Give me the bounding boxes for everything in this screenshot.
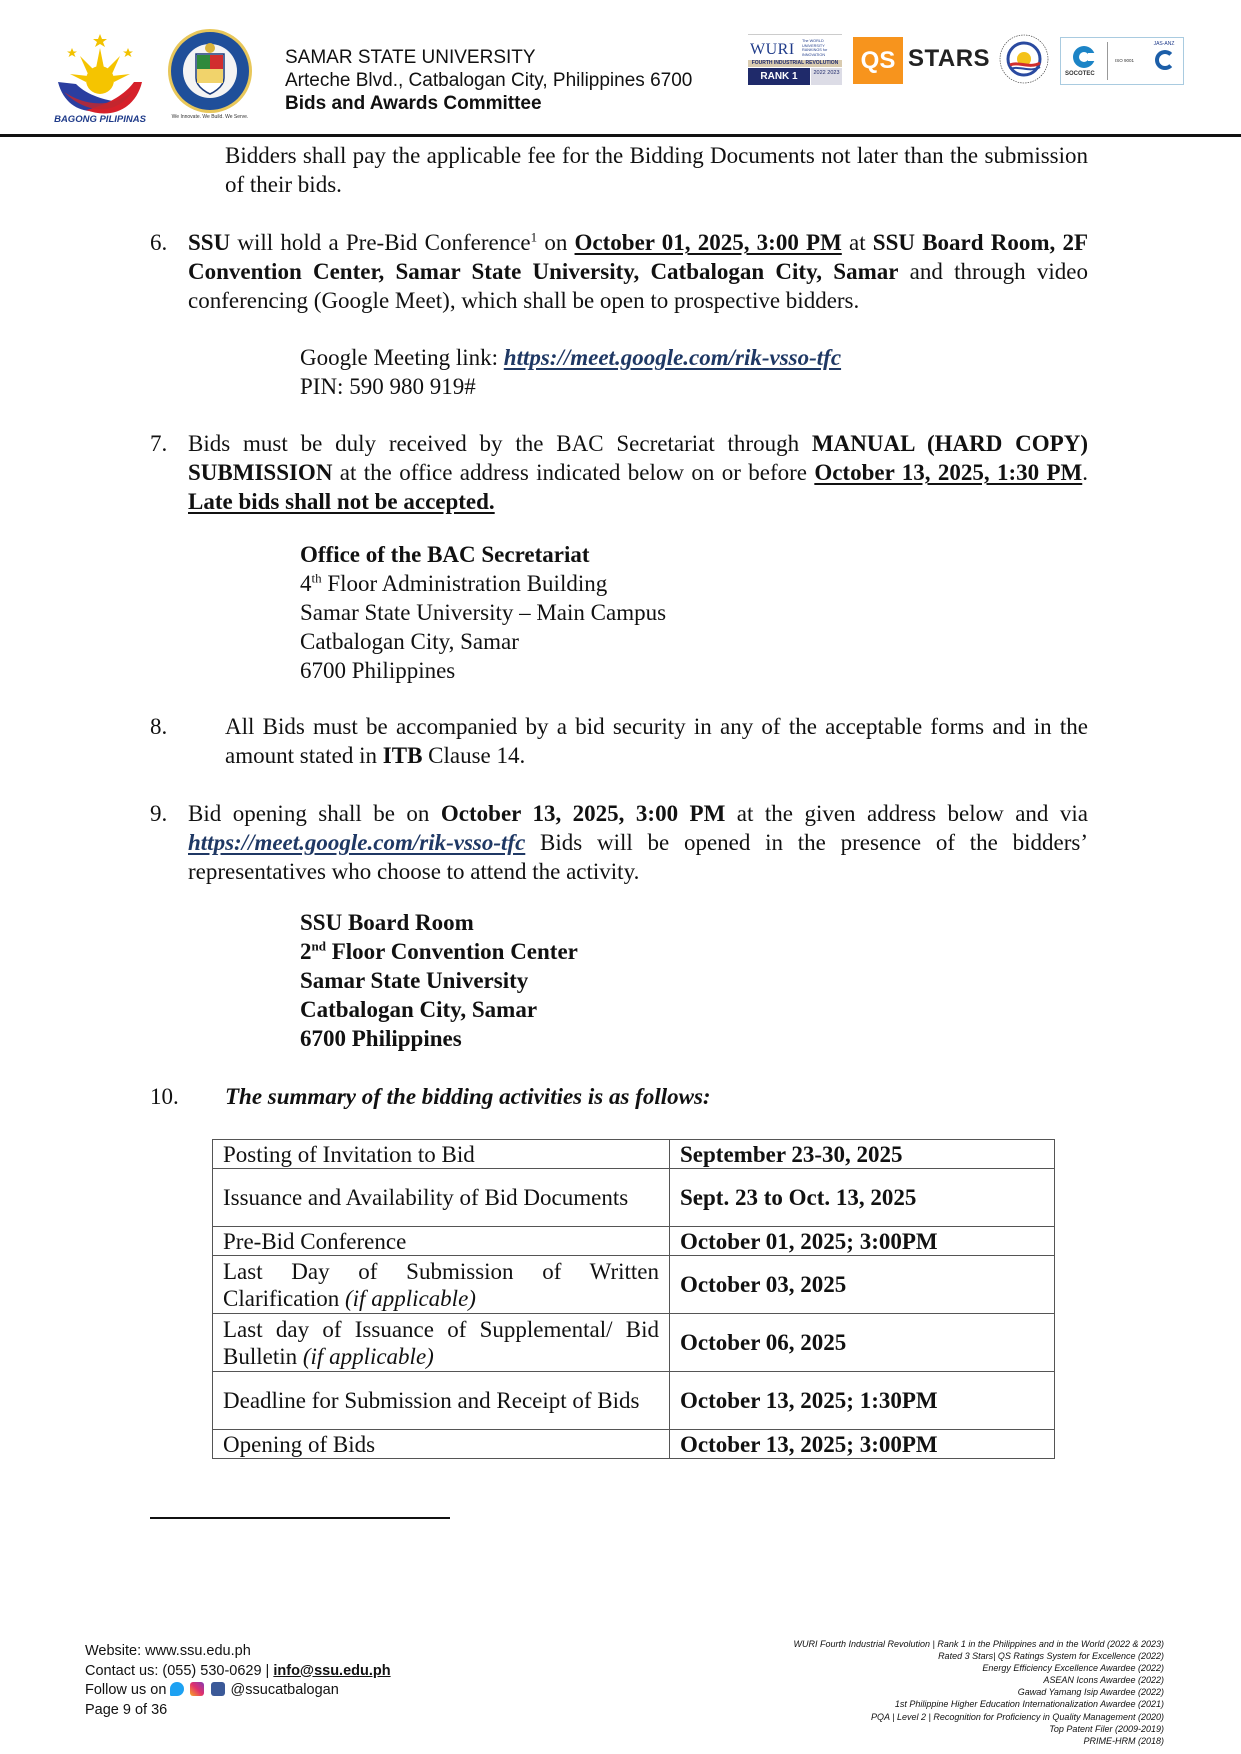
meet-link-label: Google Meeting link: [300,345,504,370]
footnote-ref: 1 [530,229,538,245]
item-10-heading: The summary of the bidding activities is as follows: [225,1084,711,1109]
date-cell: October 01, 2025; 3:00PM [670,1227,1055,1256]
award-item: Rated 3 Stars| QS Ratings System for Excellence (2022) [938,1651,1164,1662]
meet-pin: PIN: 590 980 919# [300,374,476,399]
wuri-band: FOURTH INDUSTRIAL REVOLUTION [748,60,842,67]
footer-contact [85,1642,391,1720]
footer-email-link[interactable]: info@ssu.edu.ph [273,1662,391,1679]
item-7-number: 7. [150,431,168,456]
table-row [213,1140,1055,1169]
table-row [213,1256,1055,1314]
activity-cell: Deadline for Submission and Receipt of Bids [213,1372,670,1430]
header-divider [0,134,1241,137]
instagram-icon[interactable] [190,1682,204,1696]
jas-anz-icon [1155,50,1175,70]
org-name: SAMAR STATE UNIVERSITY [285,47,536,68]
wuri-rank: RANK 1 [748,68,810,85]
activity-cell: Pre-Bid Conference [213,1227,670,1256]
item-10-number: 10. [150,1084,179,1109]
item-9-paragraph: Bid opening shall be on October 13, 2025, 3:00 PM at the given address below and via https://meet.google.com/rik-vsso-tfc Bids will be opened in the presence of the bidders’ representatives who choose to attend the activity. [188,801,1088,884]
award-item: ASEAN Icons Awardee (2022) [1043,1675,1164,1686]
activity-cell: Last day of Issuance of Supplemental/ Bid Bulletin (if applicable) [213,1314,670,1372]
date-cell: October 13, 2025; 3:00PM [670,1430,1055,1459]
item-9-number: 9. [150,801,168,826]
table-row [213,1169,1055,1227]
award-item: Energy Efficiency Excellence Awardee (2022) [982,1663,1164,1674]
table-row [213,1372,1055,1430]
footer-contact-label: Contact us: (055) 530-0629 | [85,1662,274,1679]
table-row [213,1227,1055,1256]
bid-opening-venue: SSU Board Room 2nd Floor Convention Center Samar State University Catbalogan City, Samar 6700 Philippines [300,910,578,1051]
intro-paragraph: Bidders shall pay the applicable fee for the Bidding Documents not later than the submission of their bids. [225,143,1088,197]
award-item: PRIME-HRM (2018) [1083,1735,1164,1746]
iso-label: ISO 9001 [1107,42,1141,80]
activity-cell: Opening of Bids [213,1430,670,1459]
bagong-pilipinas-caption: BAGONG PILIPINAS [54,114,146,125]
ssu-tagline: We Innovate. We Build. We Serve. [171,114,249,120]
bidding-schedule-table [212,1139,1055,1459]
footer-website: Website: www.ssu.edu.ph [85,1643,251,1659]
date-cell: September 23-30, 2025 [670,1140,1055,1169]
wuri-title: WURI [750,41,795,58]
item-6-number: 6. [150,230,168,255]
date-cell: October 13, 2025; 1:30PM [670,1372,1055,1430]
award-item: Gawad Yamang Isip Awardee (2022) [1017,1687,1164,1698]
date-cell: October 03, 2025 [670,1256,1055,1314]
submission-deadline: October 13, 2025, 1:30 PM [814,460,1083,485]
prebid-date: October 01, 2025, 3:00 PM [574,230,842,255]
award-item: Top Patent Filer (2009-2019) [1049,1723,1164,1734]
wuri-subtitle: The WORLD UNIVERSITY RANKINGS for INNOVATION [802,39,828,57]
item-8-paragraph: All Bids must be accompanied by a bid security in any of the acceptable forms and in the amount stated in ITB Clause 14. [225,714,1088,768]
activity-cell: Posting of Invitation to Bid [213,1140,670,1169]
prebid-venue: SSU Board Room, 2F Convention Center, Samar State University, Catbalogan City, Samar [188,230,1088,284]
wuri-rank-badge [748,34,842,86]
ssu-abbrev: SSU [188,230,231,255]
meet-link[interactable]: https://meet.google.com/rik-vsso-tfc [503,345,842,370]
qs-logo: QS [853,37,903,84]
bid-opening-date: October 13, 2025, 3:00 PM [440,801,726,826]
award-item: WURI Fourth Industrial Revolution | Rank 1 in the Philippines and in the World (2022 & 2023) [793,1639,1164,1649]
wuri-years: 2022 2023 [811,68,842,85]
late-bids-notice: Late bids shall not be accepted. [188,489,495,514]
award-item: PQA | Level 2 | Recognition for Proficiency in Quality Management (2020) [871,1711,1164,1722]
pqa-seal-logo [998,33,1050,85]
date-cell: Sept. 23 to Oct. 13, 2025 [670,1169,1055,1227]
table-row [213,1430,1055,1459]
footer-social-handle: @ssucatbalogan [230,1682,339,1698]
footer-awards-list [764,1638,1164,1747]
activity-cell: Last Day of Submission of Written Clarification (if applicable) [213,1256,670,1314]
jas-anz-label: JAS-ANZ [1153,41,1175,47]
qs-stars-text: STARS [908,45,991,72]
letterhead [0,0,1241,138]
footnote-separator [150,1517,450,1519]
twitter-icon[interactable] [170,1682,184,1696]
org-address: Arteche Blvd., Catbalogan City, Philippines 6700 [285,70,693,91]
table-row [213,1314,1055,1372]
bac-office-address: Office of the BAC Secretariat 4th Floor Administration Building Samar State University – Main Campus Catbalogan City, Samar 6700 Philippines [300,542,667,683]
item-7-paragraph: Bids must be duly received by the BAC Secretariat through MANUAL (HARD COPY) SUBMISSION at the office address indicated below on or before October 13, 2025, 1:30 PM. Late bids shall not be accepted. [188,431,1088,514]
award-item: 1st Philippine Higher Education Internationalization Awardee (2021) [894,1699,1164,1710]
date-cell: October 06, 2025 [670,1314,1055,1372]
footer-follow-label: Follow us on [85,1682,171,1698]
bid-opening-meet-link[interactable]: https://meet.google.com/rik-vsso-tfc [188,830,526,855]
activity-cell: Issuance and Availability of Bid Documents [213,1169,670,1227]
item-6-paragraph: SSU will hold a Pre-Bid Conference$^1$ on October 01, 2025, 3:00 PM at SSU Board Room, 2F Convention Center, Samar State University, Catbalogan City, Samar and through video conferencing (Google Meet), which shall be open to prospective bidders. [188,229,1088,313]
socotec-label: SOCOTEC [1065,71,1095,77]
ssu-seal-logo [163,28,257,124]
bagong-pilipinas-logo [48,30,152,126]
committee-name: Bids and Awards Committee [285,93,542,114]
facebook-icon[interactable] [211,1682,225,1696]
page-number: Page 9 of 36 [85,1701,168,1718]
letterhead-text [285,46,692,115]
item-8-number: 8. [150,714,168,739]
iso-certification-badge [1060,37,1184,85]
meeting-info [300,343,841,401]
submission-mode: MANUAL (HARD COPY) SUBMISSION [188,431,1088,485]
